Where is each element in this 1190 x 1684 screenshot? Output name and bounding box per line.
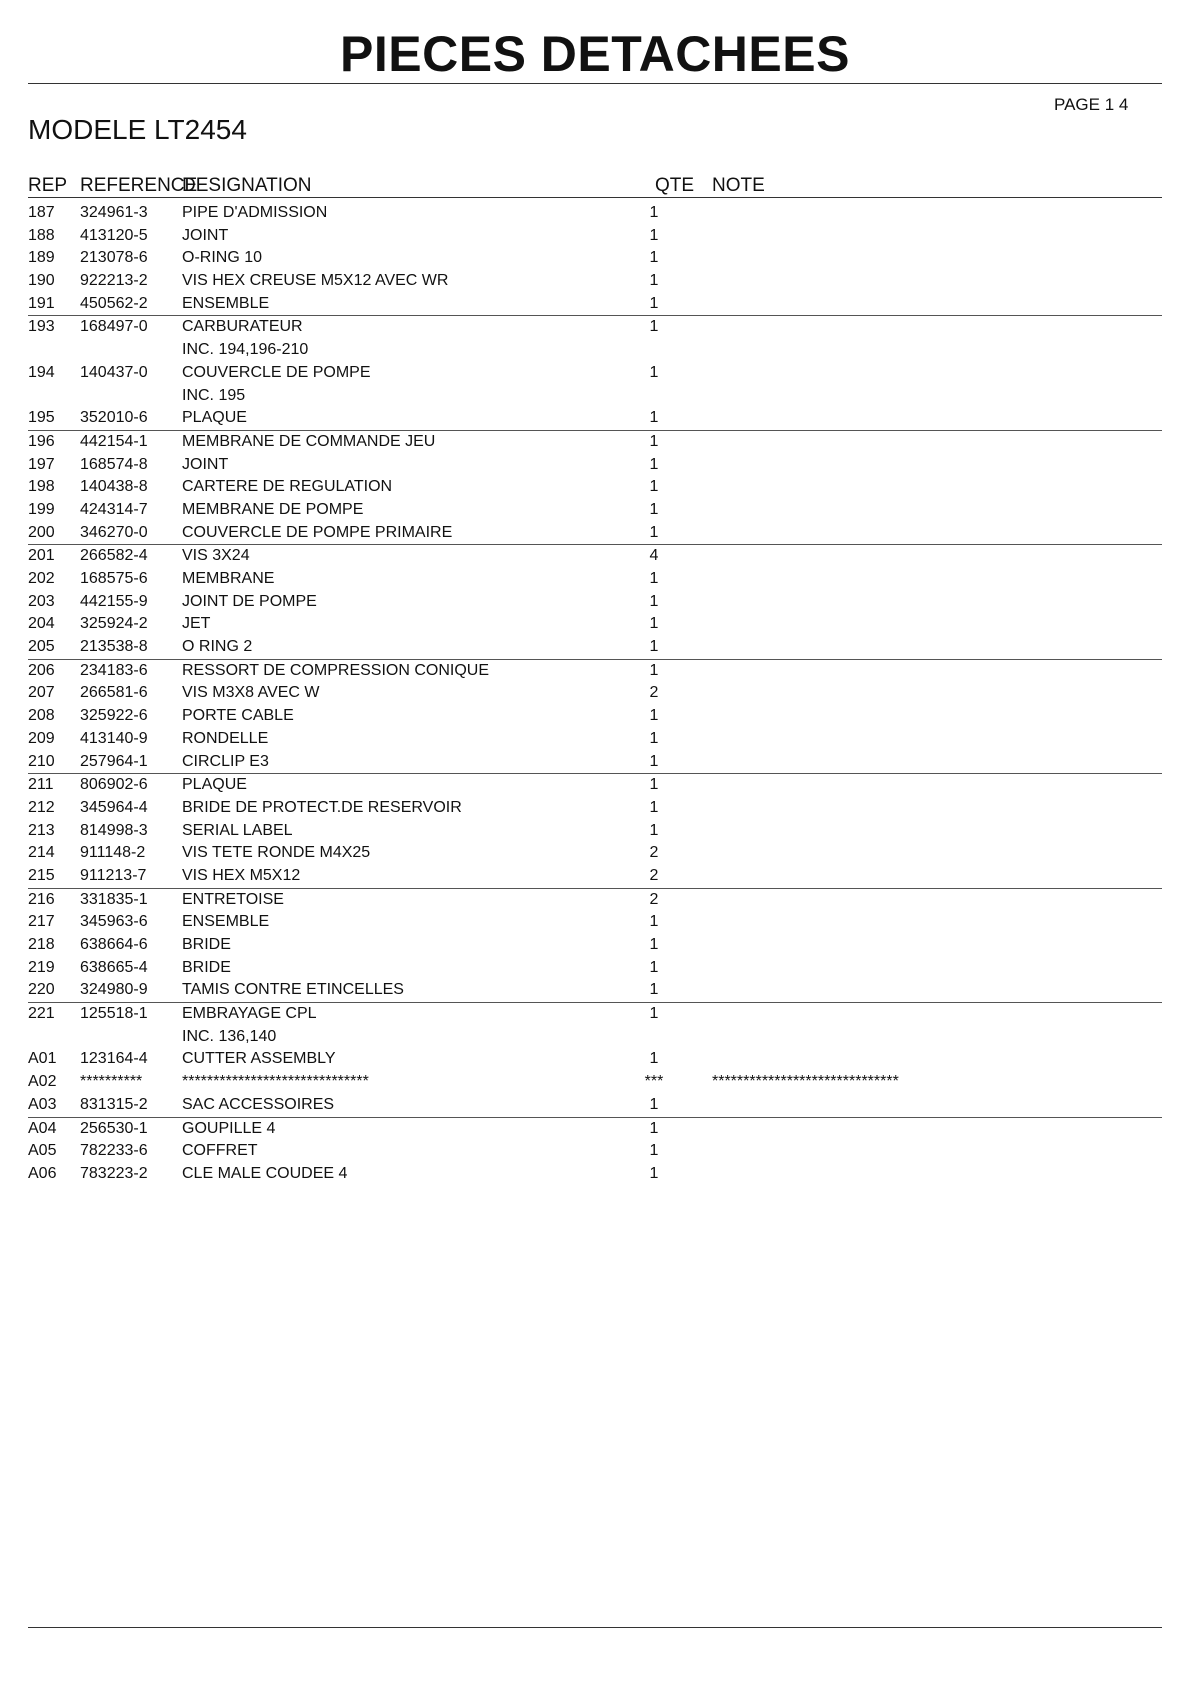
- table-row: [28, 1071, 1162, 1094]
- reference-cell: 413120-5: [80, 226, 148, 244]
- rep-cell: 195: [28, 409, 55, 427]
- designation-cell: CLE MALE COUDEE 4: [182, 1164, 348, 1182]
- table-row: [28, 751, 1162, 774]
- qte-cell: 1: [649, 1095, 659, 1113]
- model-heading: MODELE LT2454: [28, 114, 247, 145]
- reference-cell: 234183-6: [80, 661, 148, 679]
- designation-cell: INC. 136,140: [182, 1027, 277, 1045]
- rep-cell: 207: [28, 684, 55, 702]
- reference-cell: 346270-0: [80, 523, 148, 541]
- qte-cell: 1: [649, 226, 659, 244]
- designation-cell: ENSEMBLE: [182, 294, 270, 312]
- reference-cell: 168497-0: [80, 318, 148, 336]
- table-row: [28, 591, 1162, 614]
- designation-cell: VIS HEX M5X12: [182, 866, 301, 884]
- table-row: [28, 454, 1162, 477]
- table-row: [28, 888, 1162, 912]
- rep-cell: A02: [28, 1073, 57, 1091]
- designation-cell: INC. 195: [182, 386, 246, 404]
- qte-cell: 1: [649, 1164, 659, 1182]
- qte-cell: 1: [649, 204, 659, 221]
- rep-cell: 209: [28, 729, 55, 747]
- table-row: [28, 407, 1162, 430]
- designation-cell: SERIAL LABEL: [182, 821, 293, 839]
- designation-cell: CIRCLIP E3: [182, 752, 269, 770]
- column-header-designation: DESIGNATION: [182, 175, 312, 196]
- qte-cell: 1: [649, 592, 659, 610]
- note-cell: ******************************: [712, 1073, 899, 1091]
- reference-cell: 424314-7: [80, 500, 148, 518]
- table-row: [28, 544, 1162, 568]
- reference-cell: 331835-1: [80, 890, 148, 908]
- rep-cell: 218: [28, 936, 55, 953]
- table-row: [28, 842, 1162, 865]
- table-row: [28, 797, 1162, 820]
- rep-cell: 198: [28, 478, 55, 496]
- table-row: [28, 1026, 1162, 1049]
- reference-cell: 352010-6: [80, 409, 148, 427]
- footer-divider: [28, 1627, 1162, 1628]
- rep-cell: 202: [28, 570, 55, 587]
- designation-cell: VIS M3X8 AVEC W: [182, 684, 320, 702]
- reference-cell: 140438-8: [80, 478, 148, 496]
- rep-cell: 199: [28, 500, 55, 518]
- table-row: [28, 773, 1162, 797]
- rep-cell: 196: [28, 432, 55, 450]
- designation-cell: PLAQUE: [182, 409, 247, 427]
- designation-cell: PORTE CABLE: [182, 707, 294, 725]
- table-row: [28, 1002, 1162, 1026]
- reference-cell: 345963-6: [80, 913, 148, 931]
- rep-cell: 213: [28, 821, 55, 839]
- designation-cell: RESSORT DE COMPRESSION CONIQUE: [182, 661, 490, 679]
- qte-cell: 1: [649, 523, 659, 541]
- designation-cell: TAMIS CONTRE ETINCELLES: [182, 981, 404, 999]
- rep-cell: 197: [28, 455, 55, 473]
- designation-cell: COUVERCLE DE POMPE PRIMAIRE: [182, 523, 453, 541]
- table-row: [28, 1094, 1162, 1117]
- designation-cell: VIS 3X24: [182, 547, 250, 565]
- qte-cell: 1: [649, 409, 659, 427]
- designation-cell: BRIDE: [182, 958, 231, 976]
- reference-cell: 831315-2: [80, 1095, 148, 1113]
- reference-cell: 140437-0: [80, 363, 148, 381]
- qte-cell: 1: [649, 272, 659, 290]
- designation-cell: VIS TETE RONDE M4X25: [182, 844, 371, 862]
- table-row: [28, 430, 1162, 454]
- reference-cell: 345964-4: [80, 798, 148, 816]
- designation-cell: CARBURATEUR: [182, 318, 303, 336]
- rep-cell: 217: [28, 913, 55, 931]
- rep-cell: 187: [28, 204, 55, 221]
- qte-cell: 1: [649, 707, 659, 725]
- reference-cell: 168575-6: [80, 570, 148, 587]
- table-row: [28, 339, 1162, 362]
- table-row: [28, 202, 1162, 225]
- qte-cell: 2: [649, 866, 659, 884]
- reference-cell: 325924-2: [80, 615, 148, 633]
- table-row: [28, 911, 1162, 934]
- qte-cell: 1: [649, 478, 659, 496]
- rep-cell: 190: [28, 272, 55, 290]
- reference-cell: 125518-1: [80, 1005, 148, 1023]
- rep-cell: 215: [28, 866, 55, 884]
- reference-cell: 213538-8: [80, 638, 148, 656]
- reference-cell: 266581-6: [80, 684, 148, 702]
- qte-cell: 1: [649, 1005, 659, 1023]
- qte-cell: 1: [649, 1142, 659, 1160]
- qte-cell: 2: [649, 890, 659, 908]
- qte-cell: 1: [649, 294, 659, 312]
- designation-cell: MEMBRANE DE POMPE: [182, 500, 364, 518]
- table-row: [28, 476, 1162, 499]
- reference-cell: 324961-3: [80, 204, 148, 221]
- qte-cell: 1: [649, 638, 659, 656]
- qte-cell: 1: [649, 500, 659, 518]
- reference-cell: 266582-4: [80, 547, 148, 565]
- qte-cell: 4: [649, 547, 659, 565]
- table-row: [28, 499, 1162, 522]
- qte-cell: 1: [649, 798, 659, 816]
- qte-cell: 1: [649, 249, 659, 267]
- qte-cell: ***: [644, 1073, 664, 1091]
- table-row: [28, 293, 1162, 316]
- designation-cell: ******************************: [182, 1073, 369, 1091]
- page-number: PAGE 1 4: [1054, 95, 1129, 114]
- designation-cell: O-RING 10: [182, 249, 263, 267]
- qte-cell: 1: [649, 1119, 659, 1137]
- qte-cell: 1: [649, 936, 659, 953]
- column-header-rep: REP: [28, 175, 68, 196]
- table-row: [28, 865, 1162, 888]
- reference-cell: 911213-7: [80, 866, 147, 884]
- rep-cell: A01: [28, 1050, 57, 1068]
- qte-cell: 1: [649, 821, 659, 839]
- rep-cell: 214: [28, 844, 55, 862]
- table-row: [28, 636, 1162, 659]
- designation-cell: MEMBRANE: [182, 570, 275, 587]
- designation-cell: SAC ACCESSOIRES: [182, 1095, 335, 1113]
- rep-cell: A04: [28, 1119, 57, 1137]
- designation-cell: CUTTER ASSEMBLY: [182, 1050, 336, 1068]
- rep-cell: 220: [28, 981, 55, 999]
- qte-cell: 1: [649, 958, 659, 976]
- table-row: [28, 1140, 1162, 1163]
- table-row: [28, 568, 1162, 591]
- qte-cell: 1: [649, 913, 659, 931]
- rep-cell: 208: [28, 707, 55, 725]
- reference-cell: 450562-2: [80, 294, 148, 312]
- designation-cell: PLAQUE: [182, 776, 247, 794]
- table-row: [28, 682, 1162, 705]
- designation-cell: CARTERE DE REGULATION: [182, 478, 393, 496]
- reference-cell: 123164-4: [80, 1050, 148, 1068]
- table-row: [28, 613, 1162, 636]
- qte-cell: 2: [649, 844, 659, 862]
- table-row: [28, 385, 1162, 408]
- qte-cell: 1: [649, 570, 659, 587]
- reference-cell: 806902-6: [80, 776, 148, 794]
- designation-cell: JOINT: [182, 455, 229, 473]
- column-header-qte: QTE: [655, 175, 695, 196]
- designation-cell: JOINT: [182, 226, 229, 244]
- table-row: [28, 362, 1162, 385]
- designation-cell: EMBRAYAGE CPL: [182, 1005, 317, 1023]
- table-row: [28, 957, 1162, 980]
- rep-cell: A06: [28, 1164, 57, 1182]
- designation-cell: ENTRETOISE: [182, 890, 284, 908]
- rep-cell: 210: [28, 752, 55, 770]
- reference-cell: 168574-8: [80, 455, 148, 473]
- table-row: [28, 225, 1162, 248]
- table-row: [28, 728, 1162, 751]
- reference-cell: 922213-2: [80, 272, 148, 290]
- qte-cell: 1: [649, 661, 659, 679]
- qte-cell: 1: [649, 615, 659, 633]
- rep-cell: A05: [28, 1142, 57, 1160]
- rep-cell: 205: [28, 638, 55, 656]
- rep-cell: 201: [28, 547, 55, 565]
- table-row: [28, 1117, 1162, 1141]
- table-row: [28, 820, 1162, 843]
- table-row: [28, 315, 1162, 339]
- table-row: [28, 1163, 1162, 1186]
- rep-cell: 216: [28, 890, 55, 908]
- designation-cell: JET: [182, 615, 211, 633]
- rep-cell: 194: [28, 363, 55, 381]
- reference-cell: 442154-1: [80, 432, 148, 450]
- table-row: [28, 522, 1162, 545]
- qte-cell: 1: [649, 432, 659, 450]
- designation-cell: O RING 2: [182, 638, 253, 656]
- designation-cell: VIS HEX CREUSE M5X12 AVEC WR: [182, 272, 449, 290]
- designation-cell: JOINT DE POMPE: [182, 592, 317, 610]
- table-row: [28, 1048, 1162, 1071]
- table-row: [28, 934, 1162, 957]
- designation-cell: ENSEMBLE: [182, 913, 270, 931]
- reference-cell: 413140-9: [80, 729, 148, 747]
- rep-cell: 193: [28, 318, 55, 336]
- rep-cell: 221: [28, 1005, 55, 1023]
- designation-cell: RONDELLE: [182, 729, 269, 747]
- qte-cell: 1: [649, 1050, 659, 1068]
- qte-cell: 1: [649, 318, 659, 336]
- designation-cell: GOUPILLE 4: [182, 1119, 276, 1137]
- designation-cell: INC. 194,196-210: [182, 341, 309, 359]
- rep-cell: 204: [28, 615, 55, 633]
- reference-cell: 325922-6: [80, 707, 148, 725]
- reference-cell: 442155-9: [80, 592, 148, 610]
- designation-cell: COFFRET: [182, 1142, 258, 1160]
- qte-cell: 1: [649, 752, 659, 770]
- column-header-note: NOTE: [712, 175, 765, 196]
- qte-cell: 1: [649, 363, 659, 381]
- rep-cell: 200: [28, 523, 55, 541]
- designation-cell: MEMBRANE DE COMMANDE JEU: [182, 432, 436, 450]
- rep-cell: A03: [28, 1095, 57, 1113]
- qte-cell: 1: [649, 729, 659, 747]
- parts-table-body: [28, 202, 1162, 1186]
- reference-cell: 783223-2: [80, 1164, 148, 1182]
- rep-cell: 211: [28, 776, 54, 794]
- table-row: [28, 979, 1162, 1002]
- column-header-reference: REFERENCE: [80, 175, 198, 196]
- reference-cell: 911148-2: [80, 844, 146, 862]
- rep-cell: 212: [28, 798, 55, 816]
- designation-cell: BRIDE DE PROTECT.DE RESERVOIR: [182, 798, 462, 816]
- rep-cell: 188: [28, 226, 55, 244]
- reference-cell: 213078-6: [80, 249, 148, 267]
- reference-cell: 256530-1: [80, 1119, 148, 1137]
- table-row: [28, 247, 1162, 270]
- reference-cell: 257964-1: [80, 752, 148, 770]
- reference-cell: 782233-6: [80, 1142, 148, 1160]
- reference-cell: **********: [80, 1073, 143, 1091]
- qte-cell: 1: [649, 776, 659, 794]
- rep-cell: 219: [28, 958, 55, 976]
- rep-cell: 189: [28, 249, 55, 267]
- qte-cell: 1: [649, 455, 659, 473]
- qte-cell: 1: [649, 981, 659, 999]
- qte-cell: 2: [649, 684, 659, 702]
- table-row: [28, 659, 1162, 683]
- rep-cell: 206: [28, 661, 55, 679]
- table-header: [28, 175, 1162, 198]
- reference-cell: 324980-9: [80, 981, 148, 999]
- designation-cell: PIPE D'ADMISSION: [182, 204, 328, 221]
- designation-cell: BRIDE: [182, 936, 231, 953]
- table-row: [28, 705, 1162, 728]
- rep-cell: 203: [28, 592, 55, 610]
- page-title: PIECES DETACHEES: [340, 26, 850, 82]
- reference-cell: 638664-6: [80, 936, 148, 953]
- designation-cell: COUVERCLE DE POMPE: [182, 363, 371, 381]
- table-row: [28, 270, 1162, 293]
- title-divider: [28, 83, 1162, 84]
- reference-cell: 814998-3: [80, 821, 148, 839]
- rep-cell: 191: [28, 294, 55, 312]
- reference-cell: 638665-4: [80, 958, 148, 976]
